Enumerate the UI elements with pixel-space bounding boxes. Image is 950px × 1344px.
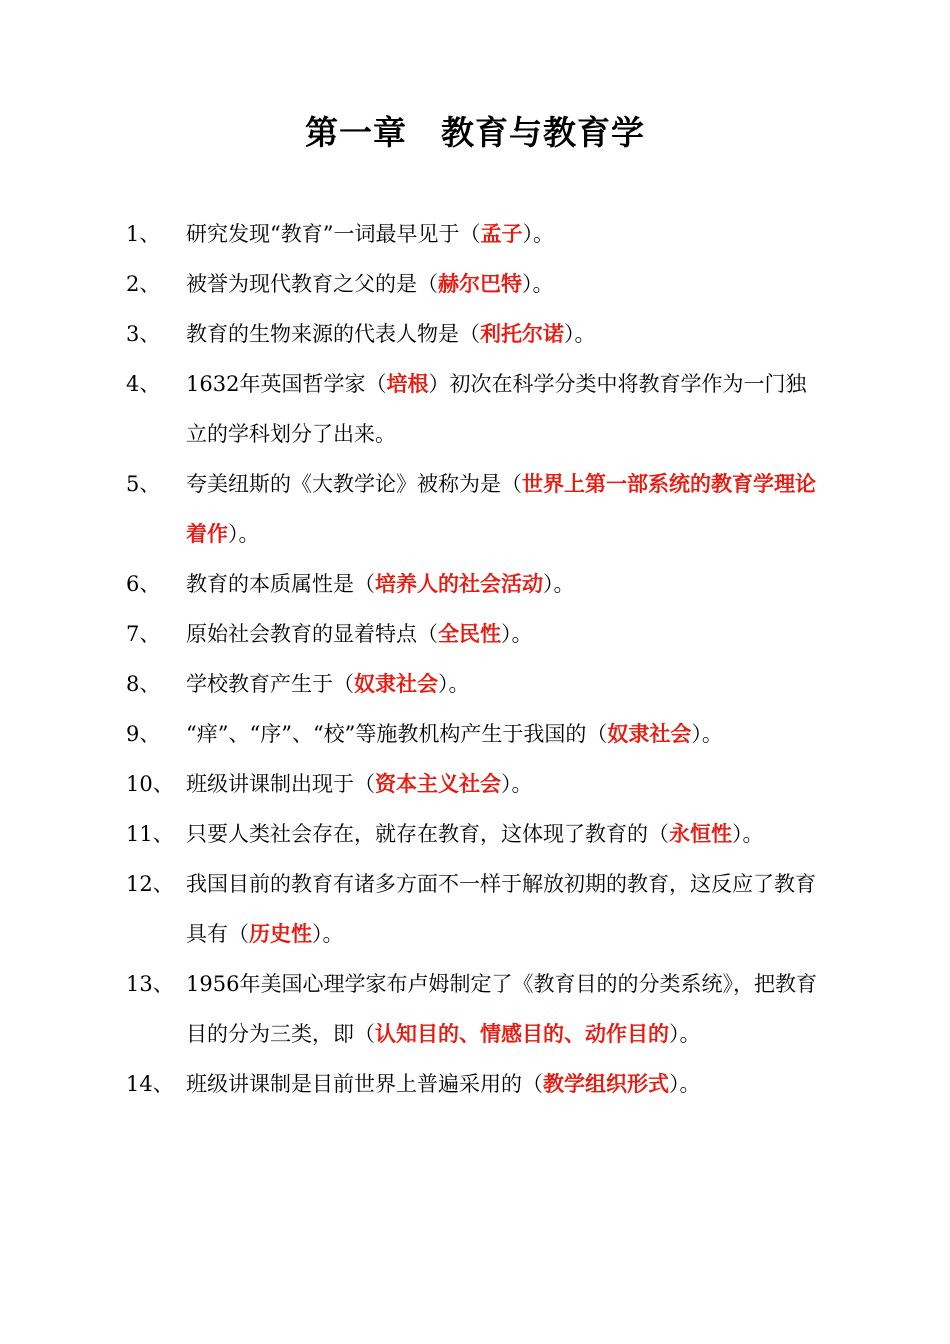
question-number: 1、 bbox=[126, 222, 161, 246]
question-text bbox=[186, 259, 826, 309]
question-item bbox=[0, 659, 950, 709]
question-number: 4、 bbox=[126, 372, 161, 396]
question-text-segment: ）。 bbox=[522, 272, 554, 296]
answer-text: 赫尔巴特 bbox=[438, 272, 522, 296]
answer-text: 历史性 bbox=[249, 922, 312, 946]
question-item bbox=[0, 459, 950, 559]
answer-text: 资本主义社会 bbox=[375, 772, 501, 796]
question-item bbox=[0, 759, 950, 809]
question-text-segment: 只要人类社会存在，就存在教育，这体现了教育的（ bbox=[186, 822, 669, 846]
question-text-segment: 夸美纽斯的《大教学论》被称为是（ bbox=[186, 472, 522, 496]
answer-text: 孟子 bbox=[480, 222, 523, 246]
question-item bbox=[0, 609, 950, 659]
answer-text: 培养人的社会活动 bbox=[375, 572, 543, 596]
question-text bbox=[186, 659, 826, 709]
question-text-segment: 学校教育产生于（ bbox=[186, 672, 354, 696]
question-text-segment: 教育的本质属性是（ bbox=[186, 572, 375, 596]
question-item bbox=[0, 709, 950, 759]
question-number: 5、 bbox=[126, 472, 161, 496]
question-text bbox=[186, 209, 826, 259]
question-item bbox=[0, 559, 950, 609]
question-number: 13、 bbox=[126, 972, 174, 996]
question-item bbox=[0, 309, 950, 359]
question-item bbox=[0, 809, 950, 859]
question-number: 10、 bbox=[126, 772, 174, 796]
answer-text: 认知目的、情感目的、动作目的 bbox=[375, 1022, 669, 1046]
question-text-segment: 教育的生物来源的代表人物是（ bbox=[186, 322, 480, 346]
answer-text: 奴隶社会 bbox=[607, 722, 692, 746]
question-text-segment: ）。 bbox=[669, 1022, 701, 1046]
question-text bbox=[186, 759, 826, 809]
question-text bbox=[186, 309, 826, 359]
question-number: 3、 bbox=[126, 322, 161, 346]
question-list bbox=[0, 209, 950, 1109]
question-text bbox=[186, 859, 826, 959]
question-text bbox=[186, 1059, 826, 1109]
question-text bbox=[186, 459, 826, 559]
question-text-segment: 班级讲课制是目前世界上普遍采用的（ bbox=[186, 1072, 543, 1096]
question-item bbox=[0, 859, 950, 959]
question-text-segment: ）。 bbox=[501, 622, 533, 646]
answer-text: 永恒性 bbox=[669, 822, 732, 846]
question-text bbox=[186, 359, 826, 459]
question-text-segment: ）。 bbox=[228, 522, 260, 546]
question-number: 9、 bbox=[126, 722, 161, 746]
chapter-title: 第一章 教育与教育学 bbox=[305, 113, 645, 152]
question-text-segment: 1632年英国哲学家（ bbox=[186, 372, 387, 396]
question-text bbox=[186, 709, 826, 759]
question-text bbox=[186, 609, 826, 659]
question-item bbox=[0, 359, 950, 459]
question-text bbox=[186, 809, 826, 859]
question-number: 11、 bbox=[126, 822, 174, 846]
question-text-segment: ）。 bbox=[438, 672, 470, 696]
question-text-segment: ）。 bbox=[312, 922, 344, 946]
question-text-segment: 班级讲课制出现于（ bbox=[186, 772, 375, 796]
question-item bbox=[0, 209, 950, 259]
question-text bbox=[186, 959, 826, 1059]
question-text-segment: ）。 bbox=[691, 722, 723, 746]
question-text-segment: ）。 bbox=[522, 222, 554, 246]
question-text-segment: ）。 bbox=[501, 772, 533, 796]
answer-text: 教学组织形式 bbox=[543, 1072, 669, 1096]
question-text-segment: ）。 bbox=[669, 1072, 701, 1096]
question-text-segment: 1956年美国心理学家布卢姆制定了《教育目的的分类系统》，把教育目的分为三类，即（ bbox=[186, 972, 817, 1046]
question-number: 6、 bbox=[126, 572, 161, 596]
question-text-segment: ）。 bbox=[564, 322, 596, 346]
question-number: 12、 bbox=[126, 872, 174, 896]
question-number: 14、 bbox=[126, 1072, 174, 1096]
answer-text: 世界上第一部系统的教育学理论着作 bbox=[186, 472, 816, 546]
answer-text: 全民性 bbox=[438, 622, 501, 646]
question-item bbox=[0, 959, 950, 1059]
question-number: 7、 bbox=[126, 622, 161, 646]
answer-text: 利托尔诺 bbox=[480, 322, 564, 346]
question-text-segment: ）初次在科学分类中将教育学作为一门独立的学科划分了出来。 bbox=[186, 372, 807, 446]
question-text-segment: 被誉为现代教育之父的是（ bbox=[186, 272, 438, 296]
answer-text: 培根 bbox=[386, 372, 429, 396]
question-item bbox=[0, 1059, 950, 1109]
question-text-segment: 研究发现“教育”一词最早见于（ bbox=[186, 222, 481, 246]
question-text-segment: ）。 bbox=[543, 572, 575, 596]
question-text-segment: “痒”、“序”、“校”等施教机构产生于我国的（ bbox=[186, 722, 608, 746]
question-text bbox=[186, 559, 826, 609]
question-item bbox=[0, 259, 950, 309]
question-number: 2、 bbox=[126, 272, 161, 296]
question-text-segment: 原始社会教育的显着特点（ bbox=[186, 622, 438, 646]
question-number: 8、 bbox=[126, 672, 161, 696]
question-text-segment: 我国目前的教育有诸多方面不一样于解放初期的教育，这反应了教育具有（ bbox=[186, 872, 816, 946]
answer-text: 奴隶社会 bbox=[354, 672, 438, 696]
question-text-segment: ）。 bbox=[732, 822, 764, 846]
